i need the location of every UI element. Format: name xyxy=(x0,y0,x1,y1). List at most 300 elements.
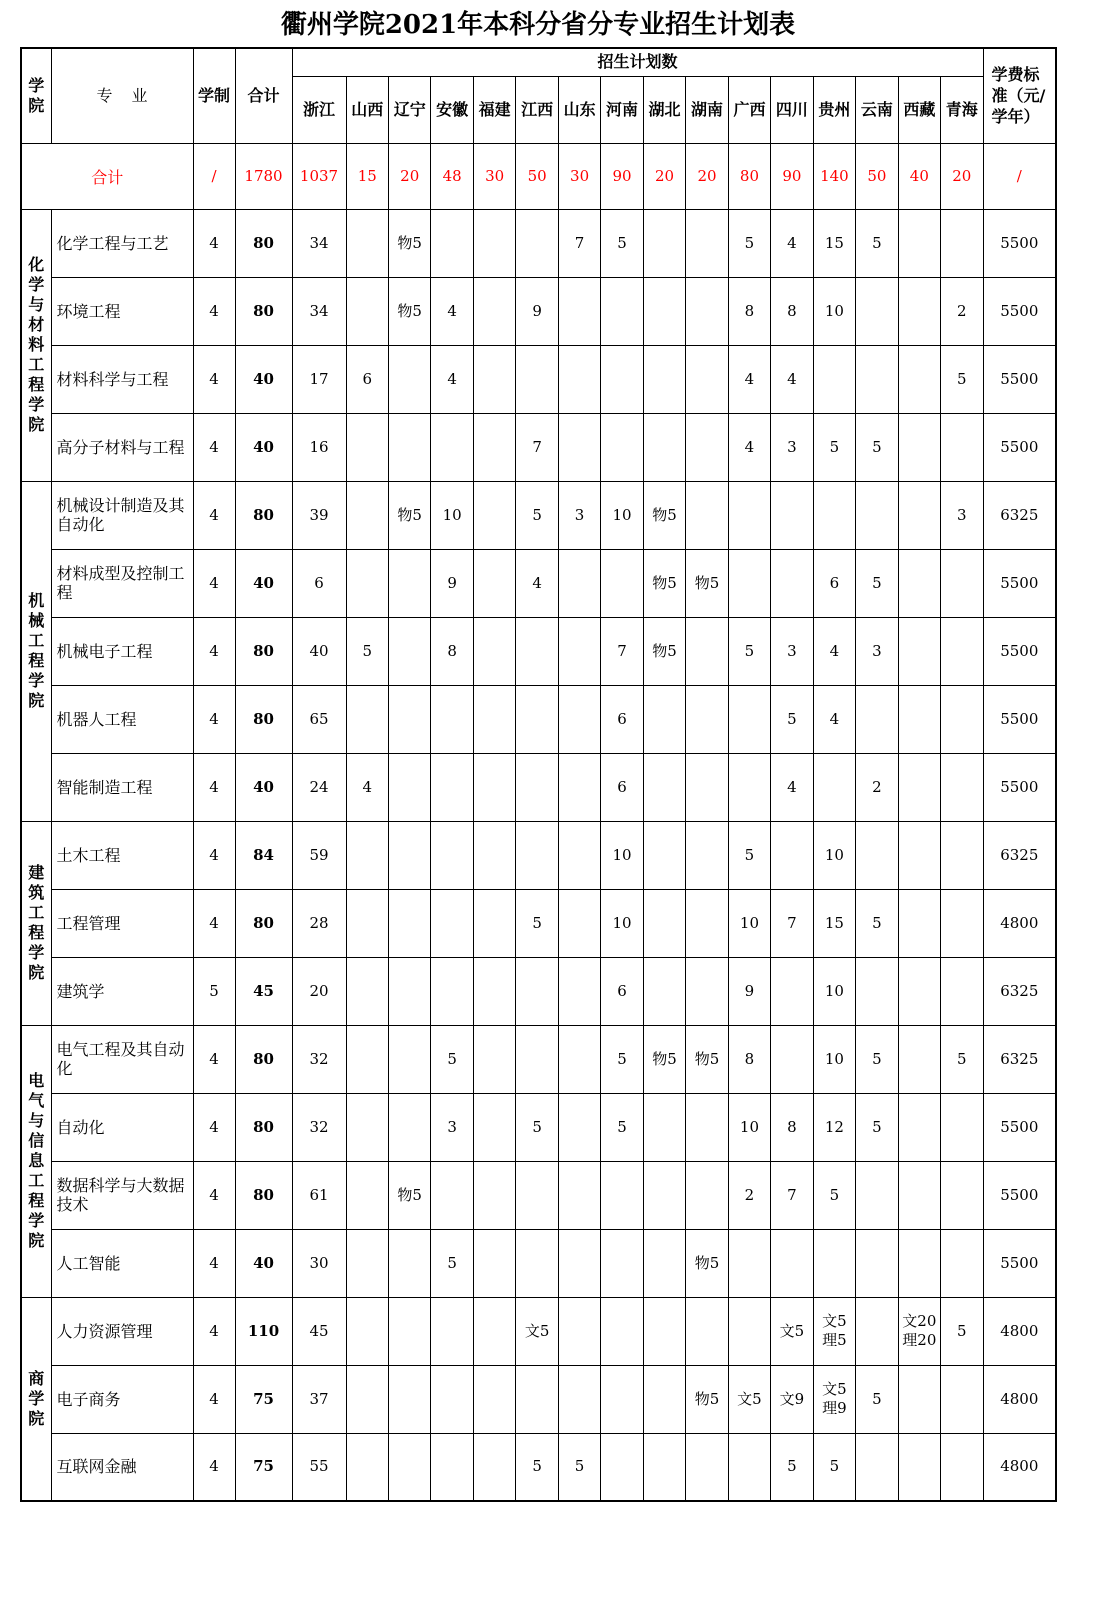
plan-cell xyxy=(516,821,558,889)
plan-cell: 59 xyxy=(292,821,346,889)
plan-cell: 6 xyxy=(292,549,346,617)
plan-cell xyxy=(473,1297,515,1365)
program-years: 4 xyxy=(193,753,235,821)
summary-plan-cell: 50 xyxy=(516,143,558,209)
college-cell xyxy=(21,821,51,1025)
major-name: 工程管理 xyxy=(51,889,193,957)
plan-cell xyxy=(728,1229,770,1297)
years-header: 学制 xyxy=(193,48,235,143)
tuition-fee: 5500 xyxy=(983,685,1056,753)
plan-cell xyxy=(473,209,515,277)
plan-cell xyxy=(643,957,685,1025)
plan-cell: 45 xyxy=(292,1297,346,1365)
plan-cell xyxy=(388,1433,430,1501)
plan-cell xyxy=(898,277,940,345)
plan-cell xyxy=(346,1297,388,1365)
plan-cell: 6 xyxy=(813,549,855,617)
summary-plan-cell: 1037 xyxy=(292,143,346,209)
plan-cell: 10 xyxy=(601,889,643,957)
program-total: 80 xyxy=(235,1161,292,1229)
plan-cell xyxy=(728,481,770,549)
plan-cell: 3 xyxy=(856,617,898,685)
table-row xyxy=(21,1365,1056,1433)
plan-cell xyxy=(898,1025,940,1093)
plan-cell xyxy=(941,1365,983,1433)
plan-cell xyxy=(898,889,940,957)
plan-cell xyxy=(388,821,430,889)
plan-cell: 12 xyxy=(813,1093,855,1161)
plan-cell xyxy=(643,685,685,753)
major-name: 人工智能 xyxy=(51,1229,193,1297)
plan-header: 招生计划数 xyxy=(292,48,983,76)
plan-cell xyxy=(473,1365,515,1433)
table-row xyxy=(21,1229,1056,1297)
plan-cell xyxy=(941,413,983,481)
plan-cell: 5 xyxy=(516,1433,558,1501)
plan-cell xyxy=(898,1093,940,1161)
plan-cell: 4 xyxy=(431,277,473,345)
tuition-fee: 5500 xyxy=(983,1093,1056,1161)
program-total: 80 xyxy=(235,617,292,685)
major-name: 自动化 xyxy=(51,1093,193,1161)
plan-cell xyxy=(856,1229,898,1297)
plan-cell xyxy=(898,1161,940,1229)
tuition-fee: 6325 xyxy=(983,957,1056,1025)
college-cell xyxy=(21,209,51,481)
program-total: 40 xyxy=(235,345,292,413)
plan-cell xyxy=(728,549,770,617)
plan-cell xyxy=(388,1229,430,1297)
plan-cell xyxy=(558,1093,600,1161)
plan-cell xyxy=(516,753,558,821)
plan-cell xyxy=(346,277,388,345)
plan-cell: 9 xyxy=(431,549,473,617)
plan-cell xyxy=(771,957,813,1025)
plan-cell: 9 xyxy=(516,277,558,345)
plan-cell xyxy=(813,1229,855,1297)
plan-cell: 5 xyxy=(558,1433,600,1501)
plan-cell: 5 xyxy=(813,1433,855,1501)
plan-cell xyxy=(346,1433,388,1501)
plan-cell: 4 xyxy=(728,413,770,481)
plan-cell: 5 xyxy=(516,481,558,549)
table-row xyxy=(21,889,1056,957)
plan-cell xyxy=(473,1161,515,1229)
province-header: 湖南 xyxy=(686,76,728,143)
plan-cell xyxy=(388,549,430,617)
plan-cell xyxy=(813,345,855,413)
major-name: 建筑学 xyxy=(51,957,193,1025)
header-row xyxy=(21,48,1056,76)
plan-cell xyxy=(558,413,600,481)
plan-cell: 物5 xyxy=(686,1229,728,1297)
summary-plan-cell: 40 xyxy=(898,143,940,209)
plan-cell xyxy=(346,821,388,889)
plan-cell xyxy=(941,1161,983,1229)
plan-cell: 5 xyxy=(813,413,855,481)
program-total: 40 xyxy=(235,549,292,617)
plan-cell xyxy=(643,1229,685,1297)
plan-cell xyxy=(473,1433,515,1501)
plan-cell: 4 xyxy=(771,753,813,821)
program-total: 45 xyxy=(235,957,292,1025)
plan-cell: 3 xyxy=(431,1093,473,1161)
table-row xyxy=(21,277,1056,345)
program-total: 80 xyxy=(235,481,292,549)
plan-cell xyxy=(473,821,515,889)
plan-cell xyxy=(941,549,983,617)
plan-cell xyxy=(898,957,940,1025)
plan-cell xyxy=(686,1093,728,1161)
plan-cell: 4 xyxy=(431,345,473,413)
plan-cell xyxy=(941,1229,983,1297)
plan-cell xyxy=(601,1229,643,1297)
plan-cell: 5 xyxy=(771,1433,813,1501)
table-body xyxy=(21,143,1056,1501)
plan-cell xyxy=(473,753,515,821)
major-name: 材料成型及控制工程 xyxy=(51,549,193,617)
plan-cell xyxy=(473,1093,515,1161)
plan-cell: 10 xyxy=(431,481,473,549)
plan-cell: 32 xyxy=(292,1025,346,1093)
plan-cell xyxy=(856,481,898,549)
plan-cell xyxy=(431,753,473,821)
program-years: 4 xyxy=(193,549,235,617)
table-row xyxy=(21,345,1056,413)
summary-row xyxy=(21,143,1056,209)
major-name: 机械设计制造及其自动化 xyxy=(51,481,193,549)
program-total: 40 xyxy=(235,753,292,821)
plan-cell xyxy=(686,685,728,753)
major-header: 专 业 xyxy=(51,48,193,143)
plan-cell xyxy=(686,617,728,685)
major-name: 机械电子工程 xyxy=(51,617,193,685)
plan-cell xyxy=(346,685,388,753)
plan-cell xyxy=(898,481,940,549)
college-header-label: 学院 xyxy=(28,75,45,115)
plan-cell xyxy=(898,1433,940,1501)
program-total: 75 xyxy=(235,1433,292,1501)
plan-cell xyxy=(431,1161,473,1229)
program-years: 4 xyxy=(193,1433,235,1501)
plan-cell xyxy=(856,277,898,345)
plan-cell: 3 xyxy=(771,617,813,685)
plan-cell: 物5 xyxy=(643,617,685,685)
major-name: 高分子材料与工程 xyxy=(51,413,193,481)
plan-cell: 8 xyxy=(728,277,770,345)
plan-cell xyxy=(516,617,558,685)
plan-cell xyxy=(601,1365,643,1433)
province-header: 浙江 xyxy=(292,76,346,143)
plan-cell xyxy=(856,1433,898,1501)
plan-cell: 物5 xyxy=(388,1161,430,1229)
plan-cell xyxy=(558,1025,600,1093)
plan-cell xyxy=(558,753,600,821)
plan-cell: 28 xyxy=(292,889,346,957)
plan-cell xyxy=(346,1161,388,1229)
plan-cell xyxy=(856,821,898,889)
tuition-fee: 5500 xyxy=(983,277,1056,345)
province-header: 福建 xyxy=(473,76,515,143)
province-header: 山西 xyxy=(346,76,388,143)
plan-cell: 5 xyxy=(728,821,770,889)
plan-cell xyxy=(346,481,388,549)
summary-plan-cell: 30 xyxy=(473,143,515,209)
summary-plan-cell: 20 xyxy=(388,143,430,209)
program-total: 75 xyxy=(235,1365,292,1433)
program-years: 4 xyxy=(193,1093,235,1161)
plan-cell xyxy=(686,821,728,889)
plan-cell xyxy=(941,957,983,1025)
plan-cell: 5 xyxy=(431,1229,473,1297)
major-name: 环境工程 xyxy=(51,277,193,345)
plan-cell xyxy=(686,481,728,549)
plan-cell xyxy=(813,481,855,549)
plan-cell xyxy=(686,957,728,1025)
plan-cell xyxy=(431,1433,473,1501)
plan-cell xyxy=(898,345,940,413)
plan-cell xyxy=(558,889,600,957)
plan-cell xyxy=(388,1093,430,1161)
province-header: 辽宁 xyxy=(388,76,430,143)
college-name: 化学与材料工程学院 xyxy=(28,255,45,434)
plan-cell xyxy=(558,1297,600,1365)
plan-cell: 10 xyxy=(601,481,643,549)
plan-cell: 物5 xyxy=(643,549,685,617)
plan-cell: 10 xyxy=(813,277,855,345)
plan-cell xyxy=(388,685,430,753)
plan-cell: 15 xyxy=(813,889,855,957)
province-header: 河南 xyxy=(601,76,643,143)
province-header: 贵州 xyxy=(813,76,855,143)
plan-cell: 物5 xyxy=(388,481,430,549)
plan-cell: 5 xyxy=(856,1365,898,1433)
plan-cell: 4 xyxy=(771,345,813,413)
province-header: 四川 xyxy=(771,76,813,143)
plan-cell: 7 xyxy=(771,1161,813,1229)
plan-cell: 65 xyxy=(292,685,346,753)
plan-cell: 5 xyxy=(941,1297,983,1365)
plan-cell xyxy=(856,685,898,753)
tuition-fee: 5500 xyxy=(983,549,1056,617)
plan-cell: 55 xyxy=(292,1433,346,1501)
plan-cell xyxy=(346,413,388,481)
plan-cell: 2 xyxy=(728,1161,770,1229)
plan-cell: 7 xyxy=(516,413,558,481)
plan-cell: 30 xyxy=(292,1229,346,1297)
program-total: 84 xyxy=(235,821,292,889)
major-name: 智能制造工程 xyxy=(51,753,193,821)
plan-cell: 文5 理5 xyxy=(813,1297,855,1365)
summary-plan-cell: 30 xyxy=(558,143,600,209)
plan-cell xyxy=(388,345,430,413)
plan-cell: 物5 xyxy=(686,549,728,617)
table-row xyxy=(21,685,1056,753)
tuition-fee: 6325 xyxy=(983,1025,1056,1093)
plan-cell: 7 xyxy=(771,889,813,957)
plan-cell xyxy=(516,1025,558,1093)
table-row xyxy=(21,753,1056,821)
plan-cell xyxy=(686,1297,728,1365)
plan-cell: 34 xyxy=(292,277,346,345)
plan-cell xyxy=(388,889,430,957)
plan-cell xyxy=(601,549,643,617)
plan-cell xyxy=(388,617,430,685)
tuition-fee: 5500 xyxy=(983,413,1056,481)
table-row xyxy=(21,1161,1056,1229)
plan-cell: 20 xyxy=(292,957,346,1025)
summary-plan-cell: 15 xyxy=(346,143,388,209)
plan-cell xyxy=(473,1229,515,1297)
plan-cell xyxy=(558,277,600,345)
major-name: 电子商务 xyxy=(51,1365,193,1433)
plan-cell: 8 xyxy=(431,617,473,685)
plan-cell xyxy=(346,1365,388,1433)
plan-cell xyxy=(643,209,685,277)
plan-cell xyxy=(728,1433,770,1501)
plan-cell xyxy=(601,277,643,345)
summary-plan-cell: 20 xyxy=(686,143,728,209)
plan-cell: 15 xyxy=(813,209,855,277)
plan-cell: 10 xyxy=(813,821,855,889)
plan-cell xyxy=(601,1297,643,1365)
program-years: 4 xyxy=(193,617,235,685)
major-name: 化学工程与工艺 xyxy=(51,209,193,277)
summary-fee: / xyxy=(983,143,1056,209)
table-row xyxy=(21,209,1056,277)
program-total: 40 xyxy=(235,413,292,481)
plan-cell: 9 xyxy=(728,957,770,1025)
plan-cell xyxy=(771,821,813,889)
program-total: 80 xyxy=(235,685,292,753)
table-row xyxy=(21,413,1056,481)
summary-plan-cell: 90 xyxy=(601,143,643,209)
program-total: 40 xyxy=(235,1229,292,1297)
summary-plan-cell: 20 xyxy=(941,143,983,209)
plan-cell xyxy=(728,1297,770,1365)
plan-cell xyxy=(771,1229,813,1297)
tuition-fee: 5500 xyxy=(983,1229,1056,1297)
plan-cell xyxy=(898,549,940,617)
province-header: 江西 xyxy=(516,76,558,143)
plan-cell: 24 xyxy=(292,753,346,821)
plan-cell xyxy=(941,1433,983,1501)
plan-cell xyxy=(601,345,643,413)
table-header xyxy=(21,48,1056,143)
plan-cell xyxy=(558,617,600,685)
plan-cell xyxy=(558,1161,600,1229)
plan-cell xyxy=(516,1365,558,1433)
province-header: 湖北 xyxy=(643,76,685,143)
plan-cell xyxy=(941,685,983,753)
plan-cell: 3 xyxy=(558,481,600,549)
major-name: 土木工程 xyxy=(51,821,193,889)
table-row xyxy=(21,1025,1056,1093)
plan-cell: 61 xyxy=(292,1161,346,1229)
program-total: 80 xyxy=(235,209,292,277)
plan-cell xyxy=(686,277,728,345)
plan-cell: 3 xyxy=(771,413,813,481)
province-header: 山东 xyxy=(558,76,600,143)
plan-cell xyxy=(431,413,473,481)
program-years: 4 xyxy=(193,1025,235,1093)
plan-cell xyxy=(473,549,515,617)
plan-cell xyxy=(473,617,515,685)
college-name: 建筑工程学院 xyxy=(28,863,45,982)
plan-cell: 文20 理20 xyxy=(898,1297,940,1365)
major-name: 数据科学与大数据技术 xyxy=(51,1161,193,1229)
tuition-fee: 4800 xyxy=(983,1365,1056,1433)
plan-cell: 物5 xyxy=(686,1025,728,1093)
plan-cell xyxy=(728,685,770,753)
major-name: 电气工程及其自动化 xyxy=(51,1025,193,1093)
plan-cell xyxy=(431,1297,473,1365)
plan-cell xyxy=(856,345,898,413)
plan-cell xyxy=(643,1161,685,1229)
college-name: 机械工程学院 xyxy=(28,591,45,710)
plan-cell xyxy=(686,753,728,821)
tuition-fee: 4800 xyxy=(983,1297,1056,1365)
plan-cell: 5 xyxy=(856,209,898,277)
plan-cell xyxy=(601,413,643,481)
summary-total: 1780 xyxy=(235,143,292,209)
plan-cell xyxy=(516,1229,558,1297)
major-name: 机器人工程 xyxy=(51,685,193,753)
plan-cell: 34 xyxy=(292,209,346,277)
plan-cell: 5 xyxy=(856,889,898,957)
plan-cell xyxy=(473,1025,515,1093)
plan-cell xyxy=(431,821,473,889)
program-years: 4 xyxy=(193,1229,235,1297)
plan-cell: 40 xyxy=(292,617,346,685)
plan-cell xyxy=(558,821,600,889)
plan-cell xyxy=(388,1025,430,1093)
plan-cell: 37 xyxy=(292,1365,346,1433)
plan-cell xyxy=(643,753,685,821)
plan-cell xyxy=(516,209,558,277)
plan-cell: 4 xyxy=(516,549,558,617)
plan-cell xyxy=(431,209,473,277)
plan-cell xyxy=(643,413,685,481)
program-total: 80 xyxy=(235,889,292,957)
plan-cell xyxy=(388,753,430,821)
plan-cell xyxy=(346,1229,388,1297)
plan-cell: 5 xyxy=(601,1025,643,1093)
plan-cell xyxy=(558,345,600,413)
tuition-fee: 5500 xyxy=(983,209,1056,277)
plan-cell: 4 xyxy=(813,617,855,685)
province-header: 安徽 xyxy=(431,76,473,143)
program-total: 110 xyxy=(235,1297,292,1365)
major-name: 互联网金融 xyxy=(51,1433,193,1501)
college-name: 电气与信息工程学院 xyxy=(28,1071,45,1250)
plan-cell xyxy=(856,1161,898,1229)
plan-cell xyxy=(558,685,600,753)
plan-cell xyxy=(516,345,558,413)
plan-cell xyxy=(558,1365,600,1433)
table-row xyxy=(21,1093,1056,1161)
plan-cell xyxy=(643,345,685,413)
plan-cell: 5 xyxy=(856,549,898,617)
plan-cell: 5 xyxy=(601,209,643,277)
plan-cell xyxy=(643,277,685,345)
plan-cell xyxy=(898,685,940,753)
plan-cell: 3 xyxy=(941,481,983,549)
plan-cell: 5 xyxy=(346,617,388,685)
plan-cell: 8 xyxy=(771,1093,813,1161)
province-header: 青海 xyxy=(941,76,983,143)
plan-cell xyxy=(473,481,515,549)
